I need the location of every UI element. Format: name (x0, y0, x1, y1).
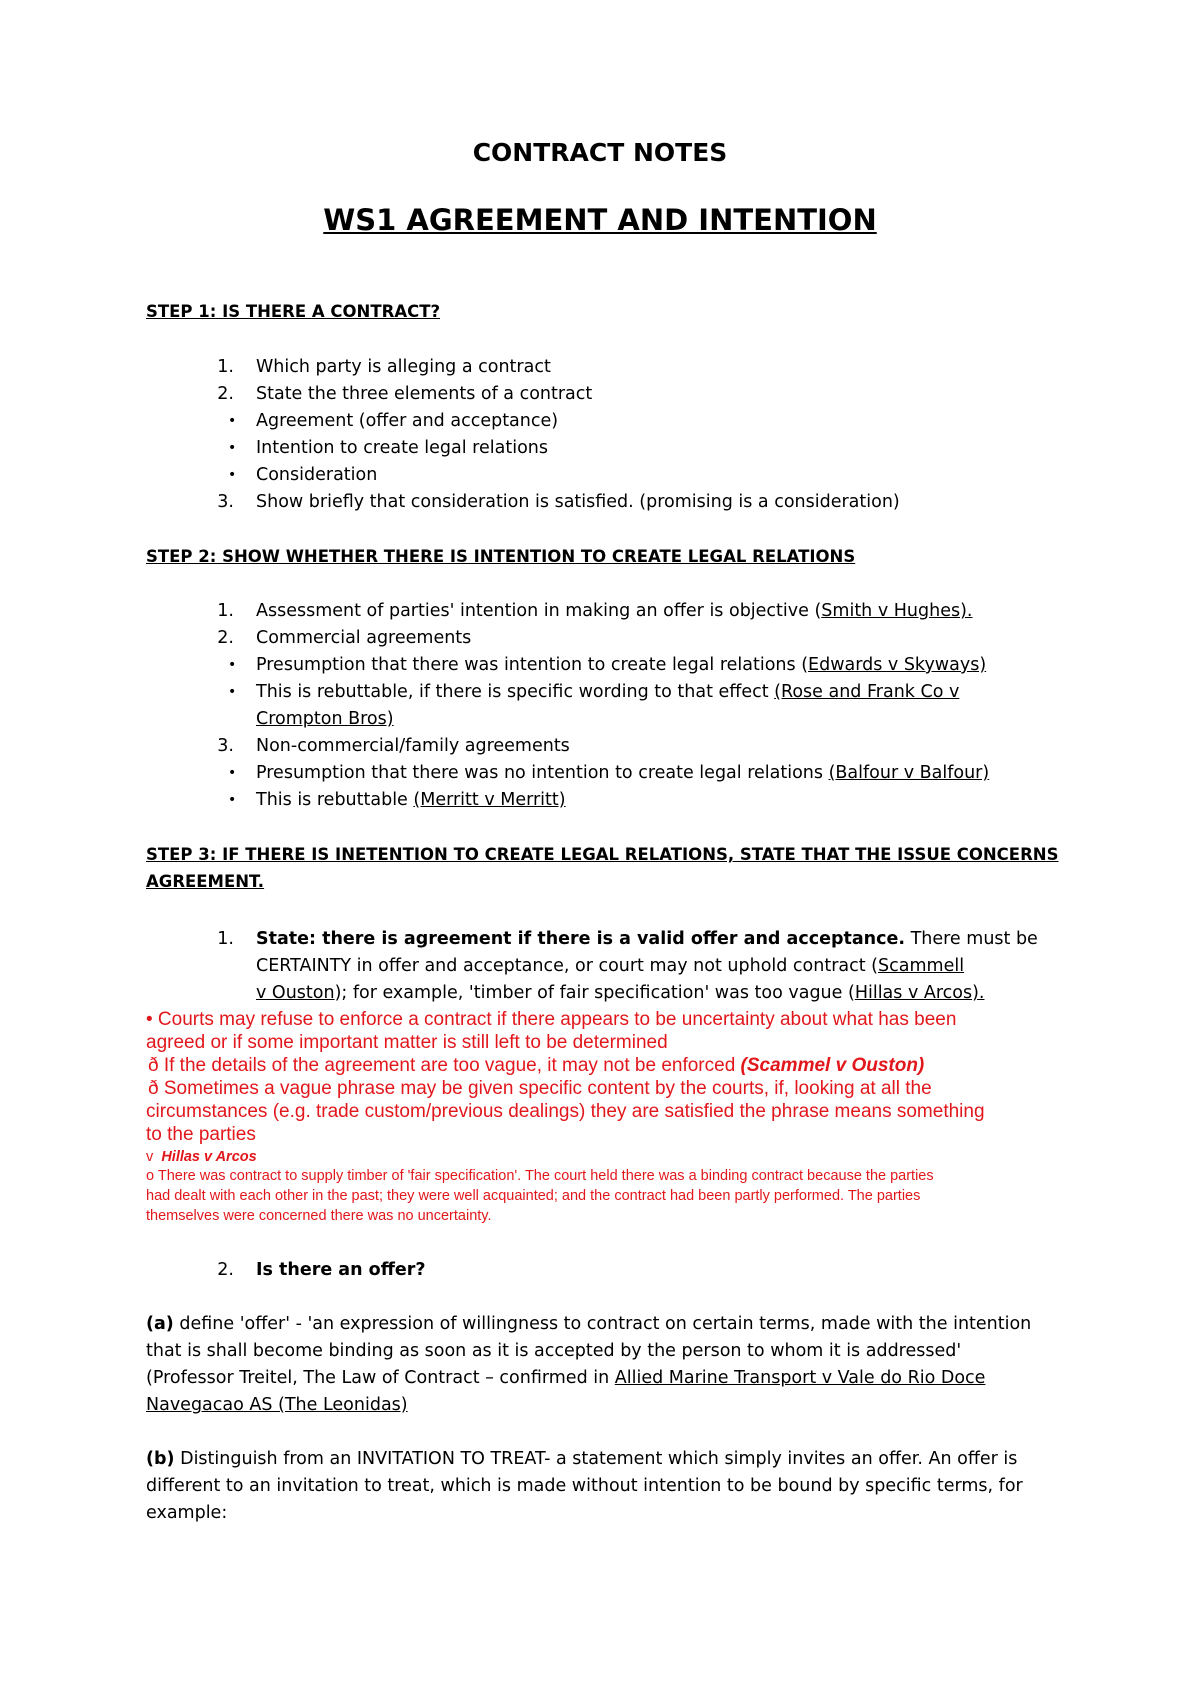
list-item (256, 926, 1038, 953)
item-text: Presumption that there was intention to create legal relations ( (256, 655, 809, 675)
case-citation: (Balfour v Balfour) (828, 763, 990, 783)
list-item (256, 598, 972, 625)
note-line: ð Sometimes a vague phrase may be given specific content by the courts, if, looking at all the (148, 1078, 932, 1099)
item-text: This is rebuttable, if there is specific wording to that effect (256, 682, 775, 702)
item-text: There must be (905, 929, 1038, 949)
item-text: Assessment of parties' intention in making an offer is objective ( (256, 601, 822, 621)
item-text: This is rebuttable (256, 790, 414, 810)
list-item-cont (256, 980, 985, 1007)
list-item (256, 652, 986, 679)
paragraph-line: that is shall become binding as soon as it is accepted by the person to whom it is addressed' (146, 1341, 962, 1361)
item-text: CERTAINTY in offer and acceptance, or court may not uphold contract ( (256, 956, 879, 976)
list-item: Agreement (offer and acceptance) (256, 411, 559, 431)
bullet-icon: • (228, 765, 237, 781)
item-text: ); for example, 'timber of fair specification' was too vague ( (334, 983, 855, 1003)
case-citation: Edwards v Skyways) (808, 655, 987, 675)
list-item: Which party is alleging a contract (256, 357, 551, 377)
list-item: Show briefly that consideration is satisfied. (promising is a consideration) (256, 492, 900, 512)
paragraph-line (146, 1365, 985, 1392)
list-item: State the three elements of a contract (256, 384, 593, 404)
paragraph-text: (Professor Treitel, The Law of Contract – confirmed in (146, 1368, 615, 1388)
list-marker: 3. (217, 736, 234, 756)
step3-heading: STEP 3: IF THERE IS INETENTION TO CREATE LEGAL RELATIONS, STATE THAT THE ISSUE CONCERNS (146, 845, 1059, 864)
paragraph-line: example: (146, 1503, 228, 1523)
note-small-line: themselves were concerned there was no uncertainty. (146, 1208, 492, 1224)
list-item: Is there an offer? (256, 1260, 426, 1280)
item-text: Presumption that there was no intention to create legal relations (256, 763, 829, 783)
list-item: Non-commercial/family agreements (256, 736, 570, 756)
bullet-icon: • (228, 440, 237, 456)
list-item (256, 679, 959, 706)
section-heading: WS1 AGREEMENT AND INTENTION (323, 203, 877, 237)
paragraph-label: (a) (146, 1314, 174, 1334)
note-line: circumstances (e.g. trade custom/previous dealings) they are satisfied the phrase means something (146, 1101, 985, 1122)
list-item: Consideration (256, 465, 378, 485)
case-citation: Scammell (878, 956, 965, 976)
paragraph-text: define 'offer' - 'an expression of willingness to contract on certain terms, made with the intention (173, 1314, 1032, 1334)
step2-heading: STEP 2: SHOW WHETHER THERE IS INTENTION TO CREATE LEGAL RELATIONS (146, 547, 856, 566)
list-marker: 2. (217, 628, 234, 648)
paragraph-line (146, 1311, 1031, 1338)
list-item: Intention to create legal relations (256, 438, 548, 458)
document-title: CONTRACT NOTES (472, 138, 728, 167)
note-case (146, 1148, 257, 1167)
step1-heading: STEP 1: IS THERE A CONTRACT? (146, 302, 441, 321)
list-marker: 2. (217, 384, 234, 404)
note-small-line: had dealt with each other in the past; they were well acquainted; and the contract had been partly performed. The parties (146, 1188, 921, 1204)
case-citation: Crompton Bros) (256, 709, 394, 729)
case-marker: v (146, 1149, 154, 1165)
note-line (146, 1008, 956, 1031)
list-marker: 3. (217, 492, 234, 512)
case-citation: (Merritt v Merritt) (413, 790, 566, 810)
case-citation: (Scammel v Ouston) (740, 1055, 925, 1076)
bullet-icon: • (228, 792, 237, 808)
list-marker: 2. (217, 1260, 234, 1280)
note-line: agreed or if some important matter is still left to be determined (146, 1032, 668, 1053)
list-marker: 1. (217, 601, 234, 621)
paragraph-line (146, 1446, 1017, 1473)
item-bold-text: State: there is agreement if there is a valid offer and acceptance. (256, 929, 906, 949)
bullet-icon: • (228, 657, 237, 673)
paragraph-label: (b) (146, 1449, 175, 1469)
note-small-line: o There was contract to supply timber of 'fair specification'. The court held there was a binding contract because the parties (146, 1168, 934, 1184)
bullet-icon: • (228, 684, 237, 700)
paragraph-text: Distinguish from an INVITATION TO TREAT- a statement which simply invites an offer. An offer is (174, 1449, 1018, 1469)
case-citation: Navegacao AS (The Leonidas) (146, 1395, 408, 1415)
paragraph-line: different to an invitation to treat, which is made without intention to be bound by specific terms, for (146, 1476, 1023, 1496)
case-citation: v Ouston (256, 983, 335, 1003)
step3-heading-cont: AGREEMENT. (146, 872, 265, 891)
list-item (256, 760, 989, 787)
bullet-icon: • (228, 467, 237, 483)
list-item-cont (256, 953, 964, 980)
case-citation: Smith v Hughes). (821, 601, 973, 621)
list-marker: 1. (217, 357, 234, 377)
list-item (256, 787, 566, 814)
case-citation: Allied Marine Transport v Vale do Rio Doce (614, 1368, 986, 1388)
note-line: to the parties (146, 1124, 256, 1145)
case-citation: (Rose and Frank Co v (774, 682, 960, 702)
case-citation: Hillas v Arcos (161, 1149, 257, 1165)
list-marker: 1. (217, 929, 234, 949)
note-text: ð If the details of the agreement are too vague, it may not be enforced (148, 1055, 741, 1076)
bullet-icon: • (228, 413, 237, 429)
note-text: Courts may refuse to enforce a contract if there appears to be uncertainty about what has been (152, 1009, 957, 1030)
note-line (148, 1054, 924, 1077)
case-citation: Hillas v Arcos). (854, 983, 985, 1003)
list-item: Commercial agreements (256, 628, 472, 648)
bullet-icon: • (146, 1009, 153, 1030)
